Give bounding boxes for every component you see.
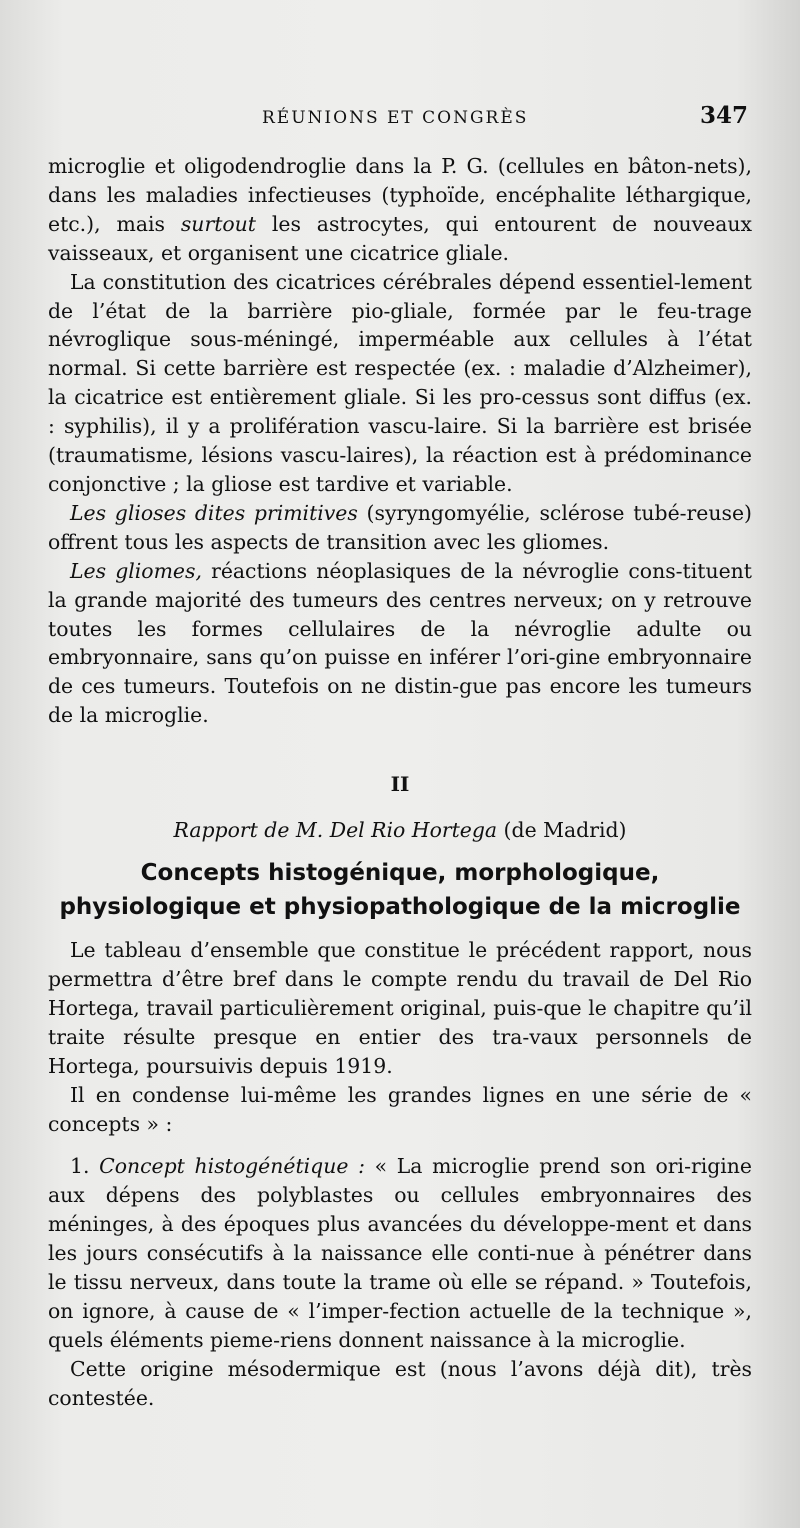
report-title-line-2: physiologique et physiopathologique de la microglie bbox=[59, 894, 741, 921]
page-header bbox=[0, 100, 800, 136]
paragraph-cicatrices: La constitution des cicatrices cérébrales dépend essentiel-lement de l’état de la barrière pio-gliale, formée par le feu-trage névroglique sous-méningé, imperméable aux cellules à l’état normal. Si cette barrière est respectée (ex. : maladie d’Alzheimer), la cicatrice est entièrement gliale. Si les pro-cessus sont diffus (ex. : syphilis), il y a prolifération vascu-laire. Si la barrière est brisée (traumatisme, lésions vascu-laires), la réaction est à prédominance conjonctive ; la gliose est tardive et variable. bbox=[48, 269, 752, 496]
page-body bbox=[48, 152, 752, 1413]
paragraph-glioses: Les glioses dites primitives (syryngomyélie, sclérose tubé-reuse) offrent tous les aspects de transition avec les gliomes. bbox=[48, 500, 752, 554]
section-number: II bbox=[390, 772, 410, 797]
paragraph-concept-histogenetique: 1. Concept histogénétique : « La microglie prend son ori-rigine aux dépens des polyblastes ou cellules embryonnaires des méninges, à des époques plus avancées du développe-ment et dans les jours consécutifs à la naissance elle conti-nue à pénétrer dans le tissu nerveux, dans toute la trame où elle se répand. » Toutefois, on ignore, à cause de « l’imper-fection actuelle de la technique », quels éléments pieme-riens donnent naissance à la microglie. bbox=[48, 1154, 752, 1352]
page-number: 347 bbox=[700, 102, 749, 129]
paragraph-concepts-intro: Il en condense lui-même les grandes lignes en une série de « concepts » : bbox=[48, 1082, 752, 1136]
report-title bbox=[48, 856, 752, 924]
spacer bbox=[48, 1138, 752, 1152]
paragraph-gliomes: Les gliomes, réactions néoplasiques de la névroglie cons-tituent la grande majorité des tumeurs des centres nerveux; on y retrouve toutes les formes cellulaires de la névroglie adulte ou embryonnaire, sans qu’on puisse en inférer l’ori-gine embryonnaire de ces tumeurs. Toutefois on ne distin-gue pas encore les tumeurs de la microglie. bbox=[48, 558, 752, 728]
paragraph-tableau: Le tableau d’ensemble que constitue le précédent rapport, nous permettra d’être bref dans le compte rendu du travail de Del Rio Hortega, travail particulièrement original, puis-que le chapitre qu’il traite résulte presque en entier des tra-vaux personnels de Hortega, poursuivis depuis 1919. bbox=[48, 938, 752, 1078]
report-byline: Rapport de M. Del Rio Hortega (de Madrid) bbox=[173, 818, 627, 843]
paragraph-origine: Cette origine mésodermique est (nous l’avons déjà dit), très contestée. bbox=[48, 1356, 752, 1410]
report-title-line-1: Concepts histogénique, morphologique, bbox=[140, 860, 660, 887]
running-head: RÉUNIONS ET CONGRÈS bbox=[262, 108, 529, 128]
paragraph-microglie: microglie et oligodendroglie dans la P. G. (cellules en bâton-nets), dans les maladies infectieuses (typhoïde, encéphalite léthargique, etc.), mais surtout les astrocytes, qui entourent de nouveaux vaisseaux, et organisent une cicatrice gliale. bbox=[48, 154, 752, 265]
